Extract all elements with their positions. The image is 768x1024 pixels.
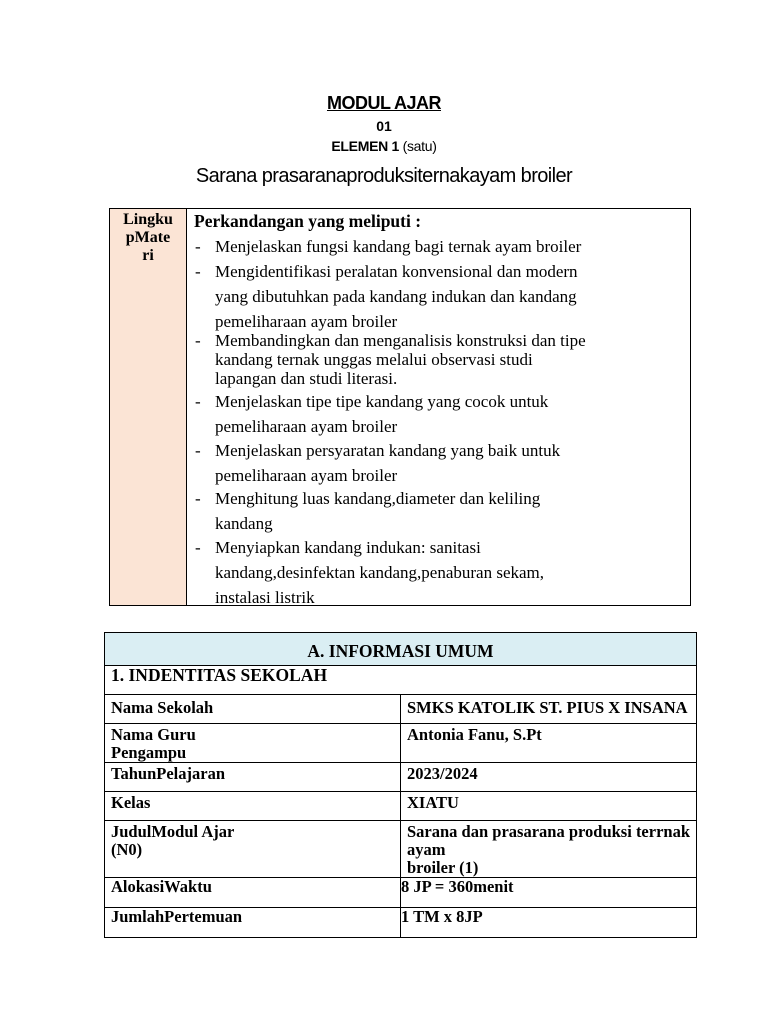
element-heading: [0, 138, 768, 154]
table-row: [105, 763, 697, 792]
list-item: - Menjelaskan tipe tipe kandang yang cocok untuk pemeliharaan ayam broiler: [215, 389, 675, 439]
element-suffix: (satu): [399, 138, 437, 154]
table-row: [105, 724, 697, 763]
list-item-line: Menjelaskan fungsi kandang bagi ternak ayam broiler: [215, 237, 582, 256]
row-label: Nama Guru Pengampu: [105, 724, 401, 763]
list-item-line: kandang ternak unggas melalui observasi studi: [215, 350, 533, 369]
table-row: [105, 792, 697, 821]
list-item: - Mengidentifikasi peralatan konvensional dan modern yang dibutuhkan pada kandang indukan dan kandang pemeliharaan ayam broiler: [215, 259, 675, 334]
lingkup-materi-table: [109, 208, 691, 606]
module-subtitle: Sarana prasaranaproduksiternakayam broiler: [195, 165, 573, 187]
row-label: TahunPelajaran: [105, 763, 401, 792]
table-row: [105, 821, 697, 878]
list-item-line: kandang: [215, 514, 273, 533]
label-line: Lingku: [123, 211, 173, 228]
label-line: pMate: [125, 229, 171, 246]
module-number: 01: [376, 118, 392, 134]
list-item-line: Menghitung luas kandang,diameter dan keliling: [215, 489, 541, 508]
list-item-line: kandang,desinfektan kandang,penaburan sekam,: [215, 563, 545, 582]
row-value: Sarana dan prasarana produksi terrnak ayam broiler (1): [401, 821, 697, 878]
list-item: - Menjelaskan persyaratan kandang yang baik untuk pemeliharaan ayam broiler: [215, 438, 675, 488]
list-item: - Membandingkan dan menganalisis konstruksi dan tipe kandang ternak unggas melalui observasi studi lapangan dan studi literasi.: [215, 331, 675, 388]
list-item-line: yang dibutuhkan pada kandang indukan dan kandang: [215, 287, 577, 306]
row-value: 2023/2024: [401, 763, 697, 792]
list-item: - Menyiapkan kandang indukan: sanitasi kandang,desinfektan kandang,penaburan sekam, instalasi listrik: [215, 535, 675, 610]
table-row: [105, 878, 697, 908]
list-item: - Menjelaskan fungsi kandang bagi ternak ayam broiler: [215, 234, 675, 259]
row-value: SMKS KATOLIK ST. PIUS X INSANA: [401, 695, 697, 724]
lingkup-materi-label: [110, 209, 187, 605]
table-row: [105, 695, 697, 724]
table-row: [105, 908, 697, 938]
informasi-umum-table: [104, 632, 697, 938]
row-value: 1 TM x 8JP: [401, 908, 697, 938]
section-header-row: [105, 633, 697, 666]
lingkup-materi-content: [187, 209, 690, 605]
row-label: JumlahPertemuan: [105, 908, 401, 938]
module-title: MODUL AJAR: [326, 93, 441, 113]
subsection-row: [105, 666, 697, 695]
section-title: A. INFORMASI UMUM: [105, 633, 697, 666]
list-item: - Menghitung luas kandang,diameter dan keliling kandang: [215, 486, 675, 536]
list-item-line: pemeliharaan ayam broiler: [215, 466, 398, 485]
list-item-line: pemeliharaan ayam broiler: [215, 417, 398, 436]
label-line: ri: [142, 247, 154, 264]
row-value: XIATU: [401, 792, 697, 821]
row-label: Kelas: [105, 792, 401, 821]
element-label: ELEMEN 1: [331, 138, 400, 154]
list-item-line: pemeliharaan ayam broiler: [215, 312, 398, 331]
row-label: AlokasiWaktu: [105, 878, 401, 908]
row-value: 8 JP = 360menit: [401, 878, 697, 908]
list-item-line: Mengidentifikasi peralatan konvensional dan modern: [215, 262, 578, 281]
row-label: Nama Sekolah: [105, 695, 401, 724]
list-item-line: instalasi listrik: [215, 588, 315, 607]
lingkup-heading: Perkandangan yang meliputi :: [194, 211, 422, 231]
list-item-line: Menjelaskan persyaratan kandang yang baik untuk: [215, 441, 561, 460]
subsection-title: 1. INDENTITAS SEKOLAH: [105, 666, 697, 695]
list-item-line: Menjelaskan tipe tipe kandang yang cocok untuk: [215, 392, 549, 411]
row-label: JudulModul Ajar (N0): [105, 821, 401, 878]
row-value: Antonia Fanu, S.Pt: [401, 724, 697, 763]
list-item-line: lapangan dan studi literasi.: [215, 369, 398, 388]
list-item-line: Menyiapkan kandang indukan: sanitasi: [215, 538, 481, 557]
list-item-line: Membandingkan dan menganalisis konstruksi dan tipe: [215, 331, 586, 350]
